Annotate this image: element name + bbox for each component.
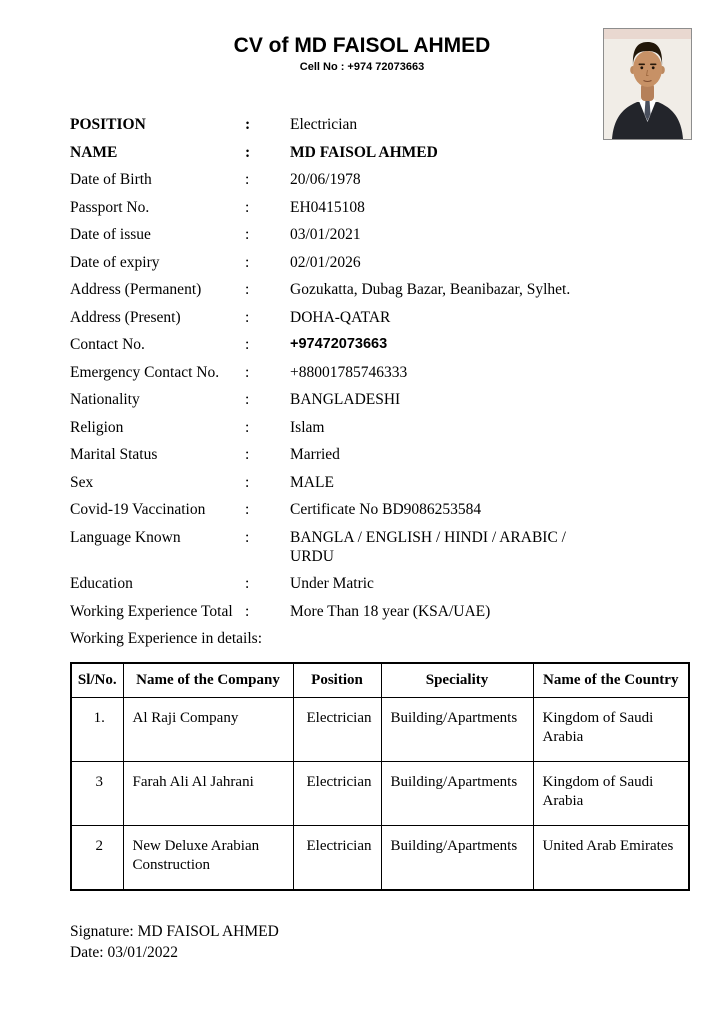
field-row-position xyxy=(70,115,688,134)
field-row-address-permanent xyxy=(70,280,688,299)
field-colon: : xyxy=(245,198,250,216)
table-cell: Electrician xyxy=(293,698,381,762)
table-header-cell: Position xyxy=(293,663,381,698)
field-value: More Than 18 year (KSA/UAE) xyxy=(290,602,491,620)
table-cell: Building/Apartments xyxy=(381,762,533,826)
page-title: CV of MD FAISOL AHMED xyxy=(233,34,491,57)
table-header-cell: Name of the Country xyxy=(533,663,689,698)
field-value: Islam xyxy=(290,418,325,436)
table-cell: United Arab Emirates xyxy=(533,826,689,891)
field-label: Date of issue xyxy=(70,226,151,243)
field-value: 20/06/1978 xyxy=(290,171,361,188)
field-label: NAME xyxy=(70,143,118,161)
field-label: Emergency Contact No. xyxy=(70,363,220,381)
field-label: Address (Present) xyxy=(70,308,181,326)
field-colon: : xyxy=(245,528,250,546)
field-row-covid-19-vaccination xyxy=(70,500,688,519)
table-cell: New Deluxe Arabian Construction xyxy=(123,826,293,891)
field-value: 03/01/2021 xyxy=(290,226,361,243)
field-value: Married xyxy=(290,446,340,463)
portrait-photo xyxy=(604,29,691,139)
table-cell: Farah Ali Al Jahrani xyxy=(123,762,293,826)
table-row xyxy=(71,762,689,826)
field-label: Language Known xyxy=(70,528,181,546)
table-row xyxy=(71,826,689,891)
field-value: Under Matric xyxy=(290,575,374,592)
field-colon: : xyxy=(245,418,250,436)
table-header-row xyxy=(71,663,689,698)
table-cell: Building/Apartments xyxy=(381,826,533,891)
document-body xyxy=(0,115,724,963)
field-label: Address (Permanent) xyxy=(70,281,202,298)
field-colon: : xyxy=(245,446,250,463)
field-row-date-of-issue xyxy=(70,225,688,244)
field-row-education xyxy=(70,574,688,593)
field-value: 02/01/2026 xyxy=(290,253,361,271)
field-colon: : xyxy=(245,171,250,188)
field-colon: : xyxy=(245,336,250,353)
field-row-name xyxy=(70,143,688,162)
field-value: Gozukatta, Dubag Bazar, Beanibazar, Sylhet. xyxy=(290,281,571,298)
table-body xyxy=(71,698,689,891)
field-value: EH0415108 xyxy=(290,198,365,216)
date-line: Date: 03/01/2022 xyxy=(70,944,179,961)
field-label: Working Experience Total xyxy=(70,602,233,620)
field-row-emergency-contact-no xyxy=(70,363,688,382)
field-label: Contact No. xyxy=(70,336,145,353)
field-row-date-of-expiry xyxy=(70,253,688,272)
field-colon: : xyxy=(245,501,250,518)
table-cell: Electrician xyxy=(293,826,381,891)
table-cell: Building/Apartments xyxy=(381,698,533,762)
field-colon: : xyxy=(245,391,250,408)
field-value: BANGLADESHI xyxy=(290,391,401,408)
field-label: POSITION xyxy=(70,116,146,133)
field-colon: : xyxy=(245,253,250,271)
field-colon: : xyxy=(245,226,250,243)
field-value: MD FAISOL AHMED xyxy=(290,143,438,161)
field-row-working-experience-total xyxy=(70,602,688,621)
field-label: Covid-19 Vaccination xyxy=(70,501,206,518)
field-label: Marital Status xyxy=(70,446,158,463)
field-label: Education xyxy=(70,575,133,592)
field-colon: : xyxy=(245,281,250,298)
field-row-passport-no xyxy=(70,198,688,217)
field-label: Sex xyxy=(70,473,94,491)
field-value: MALE xyxy=(290,473,334,491)
table-cell: Kingdom of Saudi Arabia xyxy=(533,762,689,826)
field-row-language-known xyxy=(70,528,688,566)
cv-fields xyxy=(70,115,688,621)
field-colon: : xyxy=(245,143,251,161)
table-cell: Al Raji Company xyxy=(123,698,293,762)
table-header-cell: Name of the Company xyxy=(123,663,293,698)
field-colon: : xyxy=(245,602,250,620)
field-value: Electrician xyxy=(290,116,358,133)
field-value: BANGLA / ENGLISH / HINDI / ARABIC / URDU xyxy=(290,528,566,565)
field-row-date-of-birth xyxy=(70,170,688,189)
field-row-contact-no xyxy=(70,335,688,354)
field-label: Nationality xyxy=(70,391,140,408)
field-row-address-present xyxy=(70,308,688,327)
field-colon: : xyxy=(245,116,251,133)
table-header-cell: Sl/No. xyxy=(71,663,123,698)
field-row-marital-status xyxy=(70,445,688,464)
field-label: Date of Birth xyxy=(70,171,152,188)
field-value: +97472073663 xyxy=(290,336,388,352)
signature-line: Signature: MD FAISOL AHMED xyxy=(70,923,279,940)
experience-details-heading: Working Experience in details: xyxy=(70,630,263,647)
table-cell: 2 xyxy=(71,826,123,891)
field-label: Date of expiry xyxy=(70,253,160,271)
experience-table xyxy=(70,662,690,891)
table-cell: Kingdom of Saudi Arabia xyxy=(533,698,689,762)
field-value: +88001785746333 xyxy=(290,363,408,381)
field-colon: : xyxy=(245,575,250,592)
table-cell: Electrician xyxy=(293,762,381,826)
field-label: Religion xyxy=(70,418,124,436)
table-cell: 3 xyxy=(71,762,123,826)
photo-frame xyxy=(603,28,692,140)
cell-number: Cell No : +974 72073663 xyxy=(299,61,425,73)
field-colon: : xyxy=(245,473,250,491)
field-colon: : xyxy=(245,308,250,326)
table-header-cell: Speciality xyxy=(381,663,533,698)
table-row xyxy=(71,698,689,762)
field-colon: : xyxy=(245,363,250,381)
field-value: DOHA-QATAR xyxy=(290,308,391,326)
field-row-sex xyxy=(70,473,688,492)
field-label: Passport No. xyxy=(70,198,150,216)
field-row-nationality xyxy=(70,390,688,409)
field-value: Certificate No BD9086253584 xyxy=(290,501,482,518)
document-footer xyxy=(70,921,688,963)
field-row-religion xyxy=(70,418,688,437)
table-cell: 1. xyxy=(71,698,123,762)
